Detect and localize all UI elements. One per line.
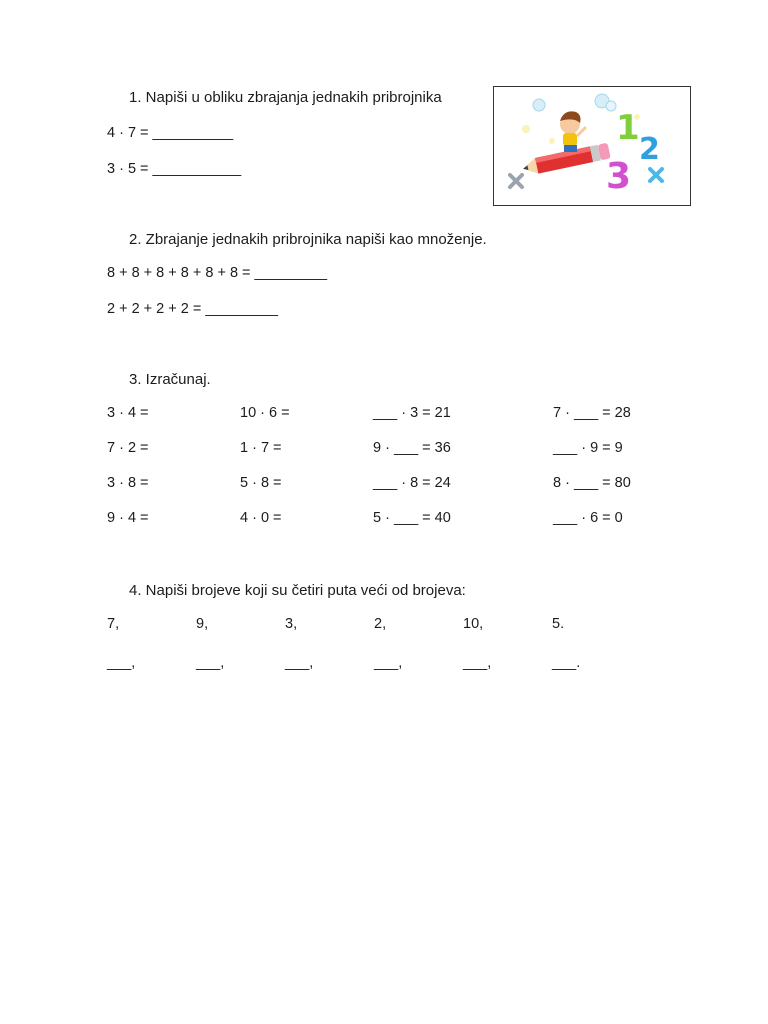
task4-blank: ___, bbox=[374, 655, 403, 671]
task1-item-1: 4 · 7 = __________ bbox=[107, 125, 234, 141]
task2-item-2: 2 + 2 + 2 + 2 = _________ bbox=[107, 301, 278, 317]
task3-cell: 5 · 8 = bbox=[240, 475, 282, 491]
task4-blank: ___, bbox=[107, 655, 136, 671]
task3-cell: 7 · 2 = bbox=[107, 440, 149, 456]
task4-number: 3, bbox=[285, 616, 298, 632]
svg-text:3: 3 bbox=[606, 156, 632, 197]
task2-heading: 2. Zbrajanje jednakih pribrojnika napiši kao množenje. bbox=[129, 231, 487, 248]
task4-blank: ___, bbox=[196, 655, 225, 671]
task3-cell: 8 · ___ = 80 bbox=[553, 475, 631, 491]
task3-cell: ___ · 8 = 24 bbox=[373, 475, 451, 491]
task3-cell: 5 · ___ = 40 bbox=[373, 510, 451, 526]
task4-number: 9, bbox=[196, 616, 209, 632]
illustration-frame bbox=[493, 86, 691, 206]
task3-cell: ___ · 3 = 21 bbox=[373, 405, 451, 421]
task3-cell: 7 · ___ = 28 bbox=[553, 405, 631, 421]
task4-heading: 4. Napiši brojeve koji su četiri puta veći od brojeva: bbox=[129, 582, 466, 599]
task3-cell: 9 · ___ = 36 bbox=[373, 440, 451, 456]
task3-cell: 10 · 6 = bbox=[240, 405, 290, 421]
task1-item-2: 3 · 5 = ___________ bbox=[107, 161, 242, 177]
task4-number: 10, bbox=[463, 616, 484, 632]
task3-cell: 4 · 0 = bbox=[240, 510, 282, 526]
task3-cell: 3 · 8 = bbox=[107, 475, 149, 491]
task4-blank: ___, bbox=[285, 655, 314, 671]
task4-blank: ___, bbox=[463, 655, 492, 671]
task3-heading: 3. Izračunaj. bbox=[129, 371, 211, 388]
task3-cell: 1 · 7 = bbox=[240, 440, 282, 456]
task3-cell: 9 · 4 = bbox=[107, 510, 149, 526]
pencil-boy-numbers-illustration-icon bbox=[494, 87, 689, 204]
task3-cell: ___ · 6 = 0 bbox=[553, 510, 623, 526]
svg-text:2: 2 bbox=[639, 132, 660, 167]
task4-number: 5. bbox=[552, 616, 565, 632]
task4-number: 7, bbox=[107, 616, 120, 632]
task4-blank: ___. bbox=[552, 655, 581, 671]
task4-number: 2, bbox=[374, 616, 387, 632]
task1-heading: 1. Napiši u obliku zbrajanja jednakih pribrojnika bbox=[129, 89, 442, 106]
svg-text:1: 1 bbox=[616, 108, 640, 148]
task2-item-1: 8 + 8 + 8 + 8 + 8 + 8 = _________ bbox=[107, 265, 328, 281]
task3-cell: ___ · 9 = 9 bbox=[553, 440, 623, 456]
task3-cell: 3 · 4 = bbox=[107, 405, 149, 421]
